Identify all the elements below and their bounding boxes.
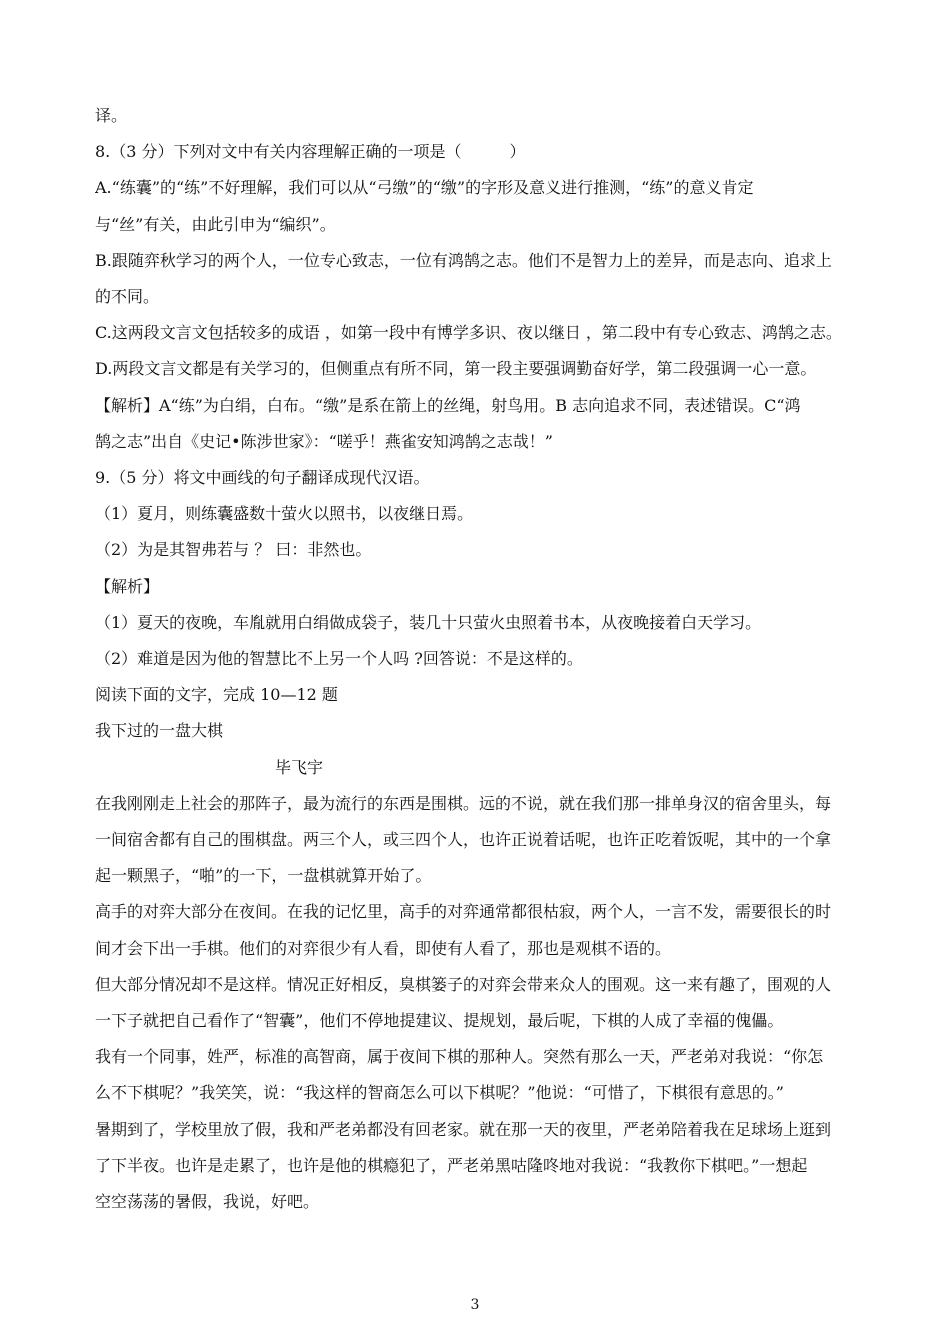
article-paragraph-line: 但大部分情况却不是这样。情况正好相反，臭棋篓子的对弈会带来众人的围观。这一来有趣了，围观的人 <box>95 974 832 994</box>
question-8-stem: 8.（3 分）下列对文中有关内容理解正确的一项是（ ） <box>95 142 526 162</box>
analysis-9-answer-2: （2）难道是因为他的智慧比不上另一个人吗 ?回答说：不是这样的。 <box>95 649 583 669</box>
option-a-line-1: A.“练囊”的“练”不好理解，我们可以从“弓缴”的“缴”的字形及意义进行推测，“练”的意义肯定 <box>95 178 754 198</box>
article-paragraph-line: 暑期到了，学校里放了假，我和严老弟都没有回老家。就在那一天的夜里，严老弟陪着我在足球场上逛到 <box>95 1119 832 1139</box>
question-9-stem: 9.（5 分）将文中画线的句子翻译成现代汉语。 <box>95 468 430 488</box>
option-a-line-2: 与“丝”有关，由此引申为“编织”。 <box>95 214 336 234</box>
analysis-8-line-2: 鹄之志”出自《史记•陈涉世家》：“嗟乎！燕雀安知鸿鹄之志哉！” <box>95 431 553 451</box>
option-d: D.两段文言文都是有关学习的，但侧重点有所不同，第一段主要强调勤奋好学，第二段强调一心一意。 <box>95 359 817 379</box>
article-paragraph-line: 一间宿舍都有自己的围棋盘。两三个人，或三四个人，也许正说着话呢，也许正吃着饭呢，其中的一个拿 <box>95 830 832 850</box>
article-paragraph-line: 么不下棋呢？”我笑笑，说：“我这样的智商怎么可以下棋呢？”他说：“可惜了，下棋很有意思的。” <box>95 1083 784 1103</box>
analysis-9-heading: 【解析】 <box>95 576 160 596</box>
question-9-sentence-2: （2）为是其智弗若与 ？ 曰：非然也。 <box>95 540 372 560</box>
article-author: 毕飞宇 <box>275 757 324 777</box>
article-paragraph-line: 在我刚刚走上社会的那阵子，最为流行的东西是围棋。远的不说，就在我们那一排单身汉的宿舍里头，每 <box>95 793 832 813</box>
document-body <box>95 98 865 1220</box>
text-line: 译。 <box>95 106 128 125</box>
analysis-9-answer-1: （1）夏天的夜晚，车胤就用白绢做成袋子，装几十只萤火虫照着书本，从夜晚接着白天学习。 <box>95 612 762 632</box>
reading-instruction: 阅读下面的文字，完成 10—12 题 <box>95 685 338 705</box>
option-b-line-1: B.跟随弈秋学习的两个人，一位专心致志，一位有鸿鹄之志。他们不是智力上的差异，而是志向、追求上 <box>95 250 832 270</box>
article-paragraph-line: 空空荡荡的暑假，我说，好吧。 <box>95 1192 320 1212</box>
question-9-sentence-1: （1）夏月，则练囊盛数十萤火以照书，以夜继日焉。 <box>95 504 474 524</box>
article-paragraph-line: 间才会下出一手棋。他们的对弈很少有人看，即使有人看了，那也是观棋不语的。 <box>95 938 672 958</box>
page-number: 3 <box>470 1297 480 1313</box>
article-paragraph-line: 我有一个同事，姓严，标准的高智商，属于夜间下棋的那种人。突然有那么一天，严老弟对我说：“你怎 <box>95 1047 824 1067</box>
option-b-line-2: 的不同。 <box>95 287 160 307</box>
article-title: 我下过的一盘大棋 <box>95 721 224 741</box>
article-paragraph-line: 了下半夜。也许是走累了，也许是他的棋瘾犯了，严老弟黑咕隆咚地对我说：“我教你下棋吧。”一想起 <box>95 1155 808 1175</box>
article-paragraph-line: 起一颗黑子，“啪”的一下，一盘棋就算开始了。 <box>95 866 432 886</box>
article-paragraph-line: 高手的对弈大部分在夜间。在我的记忆里，高手的对弈通常都很枯寂，两个人，一言不发，需要很长的时 <box>95 902 832 922</box>
analysis-8-line-1: 【解析】A“练”为白绢，白布。“缴”是系在箭上的丝绳，射鸟用。B 志向追求不同，表述错误。C“鸿 <box>95 395 801 415</box>
option-c: C.这两段文言文包括较多的成语 ，如第一段中有博学多识、夜以继日 ，第二段中有专心致志、鸿鹄之志。 <box>95 323 842 343</box>
article-paragraph-line: 一下子就把自己看作了“智囊”，他们不停地提建议、提规划，最后呢，下棋的人成了幸福的傀儡。 <box>95 1011 784 1031</box>
